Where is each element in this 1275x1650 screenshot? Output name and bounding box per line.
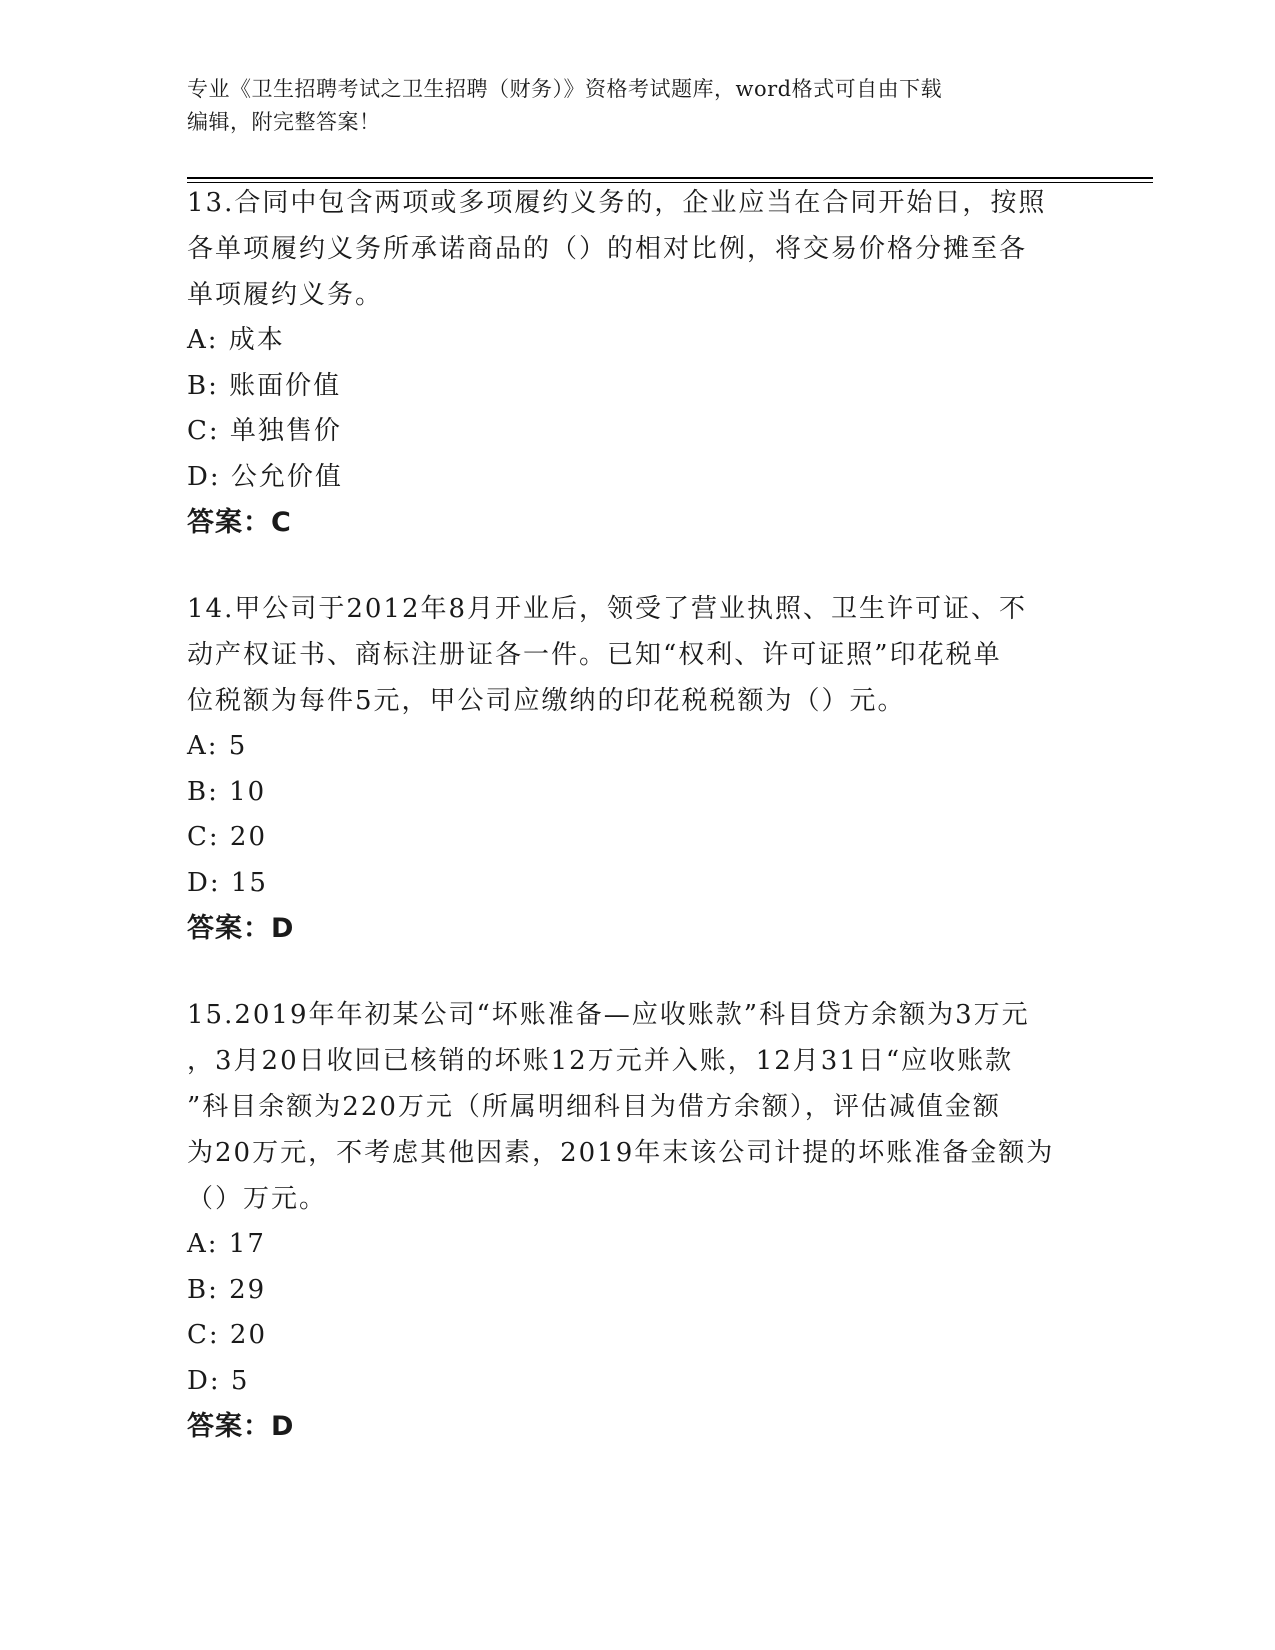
option-c: C: 20 [187,822,268,852]
question-13 [187,180,1087,546]
option-b: B: 10 [187,776,267,807]
question-stem-line: 位税额为每件5元，甲公司应缴纳的印花税税额为（）元。 [187,686,906,716]
question-stem-line: 14.甲公司于2012年8月开业后，领受了营业执照、卫生许可证、不 [187,594,1028,624]
question-stem-line: 各单项履约义务所承诺商品的（）的相对比例，将交易价格分摊至各 [187,234,1028,264]
question-stem-line: 动产权证书、商标注册证各一件。已知“权利、许可证照”印花税单 [187,640,1002,670]
question-stem-line: （）万元。 [187,1184,328,1214]
question-stem-line: ”科目余额为220万元（所属明细科目为借方余额），评估减值金额 [187,1092,1001,1122]
header-divider-thick [187,177,1153,179]
header-line: 编辑，附完整答案！ [187,110,381,134]
question-stem-line: 为20万元，不考虑其他因素，2019年末该公司计提的坏账准备金额为 [187,1138,1055,1168]
question-stem-line: ，3月20日收回已核销的坏账12万元并入账，12月31日“应收账款 [187,1046,1014,1076]
option-c: C: 单独售价 [187,416,342,446]
question-15 [187,992,1087,1450]
option-d: D: 5 [187,1365,250,1396]
option-c: C: 20 [187,1320,268,1350]
document-header [187,73,1067,139]
header-line: 专业《卫生招聘考试之卫生招聘（财务）》资格考试题库，word格式可自由下载 [187,77,943,101]
question-14 [187,586,1087,952]
option-b: B: 账面价值 [187,370,342,401]
question-stem-line: 13.合同中包含两项或多项履约义务的，企业应当在合同开始日，按照 [187,188,1047,218]
option-a: A: 5 [187,731,248,761]
question-stem-line: 单项履约义务。 [187,280,384,310]
question-stem-line: 15.2019年年初某公司“坏账准备—应收账款”科目贷方余额为3万元 [187,1000,1030,1030]
answer-line: 答案：D [187,1411,295,1442]
option-b: B: 29 [187,1274,267,1305]
answer-line: 答案：D [187,913,295,944]
answer-line: 答案：C [187,507,292,538]
option-d: D: 公允价值 [187,461,343,492]
option-d: D: 15 [187,867,268,898]
option-a: A: 成本 [187,325,285,355]
option-a: A: 17 [187,1229,266,1259]
